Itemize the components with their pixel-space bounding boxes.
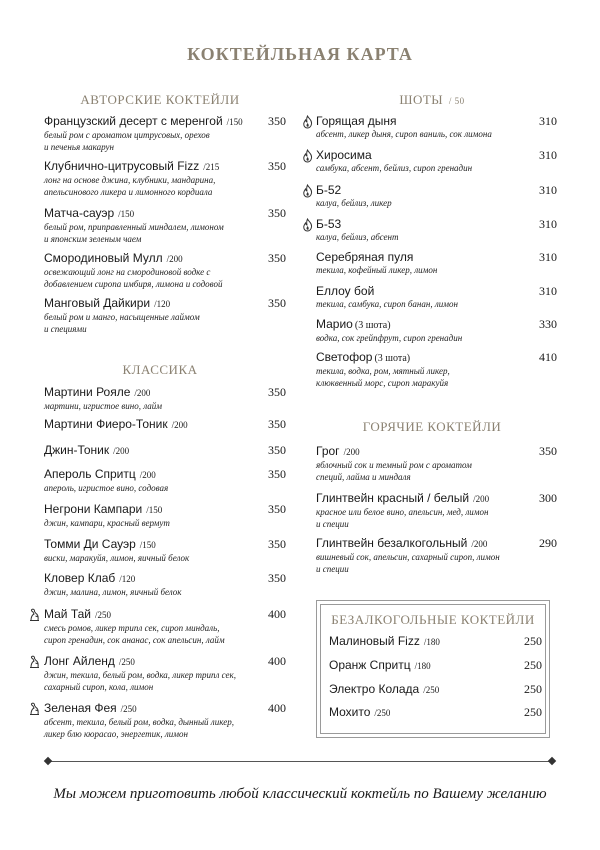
author-item-name: Смородиновый Мулл — [44, 251, 163, 265]
author-item — [44, 296, 286, 335]
nonalcoholic-heading: БЕЗАЛКОГОЛЬНЫЕ КОКТЕЙЛИ — [331, 612, 535, 627]
shot-item-name-row — [316, 114, 557, 129]
classic-item-name-row — [44, 502, 286, 518]
author-item-description: добавлением сиропа имбиря, лимона и содовой — [44, 278, 223, 289]
author-item-price: 350 — [268, 159, 286, 173]
classic-item-name-row — [44, 537, 286, 553]
classic-item — [44, 654, 286, 693]
author-item-name-row — [44, 159, 286, 175]
classic-item — [44, 502, 286, 530]
classic-item-volume: /200 — [171, 420, 188, 430]
classic-item-name: Зеленая Фея — [44, 701, 117, 715]
shot-item-name-row — [316, 350, 557, 366]
hot-item-name: Глинтвейн безалкогольный — [316, 536, 468, 550]
shot-item-description: клюквенный морс, сироп маракуйя — [316, 377, 449, 388]
author-item-description: белый ром и манго, насыщенные лаймом — [44, 312, 200, 322]
classic-item-name-row — [44, 417, 286, 433]
flame-icon — [302, 183, 313, 197]
hot-heading: ГОРЯЧИЕ КОКТЕЙЛИ — [362, 419, 502, 434]
shot-item-name-row — [316, 217, 557, 232]
classic-item-description: виски, маракуйя, лимон, яичный белок — [44, 553, 190, 563]
classic-item-name-row — [44, 701, 286, 717]
nonalcoholic-item-volume: /250 — [423, 685, 440, 695]
hot-item-name: Глинтвейн красный / белый — [316, 491, 470, 505]
hot-item-description: яблочный сок и темный ром с ароматом — [316, 460, 472, 470]
shot-item-name-row — [316, 284, 557, 299]
shot-item — [316, 183, 557, 210]
classic-item-description: абсент, текила, белый ром, водка, дынный ликер, — [44, 717, 234, 727]
shot-item-description: текила, самбука, сироп банан, лимон — [316, 299, 458, 309]
shot-item-description: абсент, ликер дыня, сироп ваниль, сок лимона — [316, 129, 492, 139]
shot-item-price: 310 — [539, 284, 557, 298]
hot-item-price: 350 — [539, 444, 557, 458]
author-item-name-row — [44, 206, 286, 222]
author-item-description: белый ром, приправленный миндалем, лимоном — [44, 222, 224, 232]
dragon-icon — [28, 654, 39, 668]
footer-divider — [48, 761, 552, 762]
author-item-name: Матча-сауэр — [44, 206, 115, 220]
shot-item-price: 330 — [539, 317, 557, 331]
classic-item-price: 400 — [268, 701, 286, 715]
classic-item-description: смесь ромов, ликер трипл сек, сироп миндаль, — [44, 623, 220, 633]
hot-item-volume: /200 — [473, 494, 490, 504]
flame-icon — [302, 148, 313, 162]
shot-item-name-row — [316, 317, 557, 333]
classic-heading: КЛАССИКА — [122, 362, 198, 377]
classic-item — [44, 443, 286, 459]
shot-item-description: водка, сок грейпфрут, сироп гренадин — [316, 333, 463, 343]
hot-item-description: и специи — [316, 518, 349, 529]
hot-item-description: специй, лайма и миндаля — [316, 471, 411, 482]
shot-item-description: калуа, бейлиз, ликер — [316, 198, 392, 208]
hot-item-price: 300 — [539, 491, 557, 505]
flame-icon — [302, 217, 313, 231]
shots-heading — [316, 92, 548, 108]
author-item — [44, 159, 286, 198]
classic-item — [44, 701, 286, 740]
classic-item-name: Негрони Кампари — [44, 502, 143, 516]
classic-item-volume: /200 — [113, 446, 130, 456]
classic-item-volume: /250 — [118, 657, 135, 667]
classic-item-price: 350 — [268, 417, 286, 431]
shot-item-description: самбука, абсент, бейлиз, сироп гренадин — [316, 163, 473, 173]
shot-item — [316, 250, 557, 277]
hot-item — [316, 444, 557, 483]
shot-item-name: Б-52 — [316, 183, 342, 197]
classic-item — [44, 537, 286, 565]
classic-item-price: 400 — [268, 607, 286, 621]
author-item-volume: /215 — [203, 162, 220, 172]
author-item — [44, 251, 286, 290]
classic-item-price: 350 — [268, 385, 286, 399]
classic-item-volume: /150 — [139, 540, 156, 550]
classic-item-price: 350 — [268, 571, 286, 585]
hot-item-volume: /200 — [343, 447, 360, 457]
classic-item-description: джин, текила, белый ром, водка, ликер трипл сек, — [44, 670, 236, 680]
classic-item — [44, 467, 286, 495]
classic-item-description: апероль, игристое вино, содовая — [44, 483, 169, 493]
shot-item-price: 410 — [539, 350, 557, 364]
author-item-name: Французский десерт с меренгой — [44, 114, 223, 128]
classic-item-price: 350 — [268, 443, 286, 457]
author-item-name: Клубнично-цитрусовый Fizz — [44, 159, 200, 173]
shot-item-name: Светофор — [316, 350, 373, 364]
shot-item-name: Серебряная пуля — [316, 250, 414, 264]
hot-item-volume: /200 — [471, 539, 488, 549]
classic-item-price: 400 — [268, 654, 286, 668]
author-item-name-row — [44, 114, 286, 130]
classic-item-price: 350 — [268, 467, 286, 481]
nonalcoholic-item-name: Малиновый Fizz — [329, 634, 420, 648]
hot-item-name: Грог — [316, 444, 340, 458]
shot-item-name: Еллоу бой — [316, 284, 375, 298]
shot-item-price: 310 — [539, 183, 557, 197]
author-item-price: 350 — [268, 296, 286, 310]
nonalcoholic-item-name-row — [329, 705, 542, 721]
hot-item-description: и специи — [316, 563, 349, 574]
hot-item-price: 290 — [539, 536, 557, 550]
shot-item-price: 310 — [539, 114, 557, 128]
classic-item-name: Лонг Айленд — [44, 654, 115, 668]
author-item-volume: /150 — [118, 209, 135, 219]
classic-item-name: Апероль Спритц — [44, 467, 136, 481]
classic-item — [44, 385, 286, 413]
classic-item-price: 350 — [268, 537, 286, 551]
dragon-icon — [28, 607, 39, 621]
author-item-volume: /150 — [226, 117, 243, 127]
classic-item-name: Мартини Рояле — [44, 385, 131, 399]
author-item-description: и специями — [44, 323, 87, 334]
classic-item-name-row — [44, 654, 286, 670]
author-item-volume: /120 — [154, 299, 171, 309]
classic-item-description: ликер блю кюрасао, энергетик, лимон — [44, 728, 188, 739]
classic-item-name-row — [44, 443, 286, 459]
shot-item-name-row — [316, 183, 557, 198]
nonalcoholic-item-price: 250 — [524, 705, 542, 719]
nonalcoholic-item — [329, 682, 542, 698]
shot-item-price: 310 — [539, 250, 557, 264]
shot-item-volume: (3 шота) — [354, 320, 391, 331]
shot-item — [316, 217, 557, 244]
nonalcoholic-item-name-row — [329, 634, 542, 650]
hot-item-description: красное или белое вино, апельсин, мед, лимон — [316, 507, 489, 517]
shots-heading-volume: / 50 — [448, 96, 465, 106]
author-item-description: и японским зеленым чаем — [44, 233, 142, 244]
shot-item-name-row — [316, 148, 557, 163]
classic-item-name-row — [44, 467, 286, 483]
nonalcoholic-item-price: 250 — [524, 658, 542, 672]
author-item-name: Манговый Дайкири — [44, 296, 151, 310]
classic-item — [44, 607, 286, 646]
footer-note: Мы можем приготовить любой классический коктейль по Вашему желанию — [53, 786, 547, 802]
shot-item-description: текила, кофейный ликер, лимон — [316, 265, 438, 275]
author-item-price: 350 — [268, 114, 286, 128]
shot-item-name-row — [316, 250, 557, 265]
shot-item-description: текила, водка, ром, мятный ликер, — [316, 366, 450, 376]
nonalcoholic-item — [329, 658, 542, 674]
nonalcoholic-item — [329, 705, 542, 721]
nonalcoholic-item-name-row — [329, 658, 542, 674]
author-item-name-row — [44, 296, 286, 312]
author-item-description: и печенья макарун — [44, 141, 114, 152]
classic-item-description: сироп гренадин, сок ананас, сок апельсин, лайм — [44, 634, 225, 645]
classic-item — [44, 417, 286, 433]
classic-item-name: Май Тай — [44, 607, 92, 621]
classic-item-name-row — [44, 571, 286, 587]
author-item-description: апельсинового ликера и лимонного кордиала — [44, 186, 213, 197]
nonalcoholic-item — [329, 634, 542, 650]
shot-item-volume: (3 шота) — [374, 353, 411, 364]
classic-item-volume: /200 — [139, 470, 156, 480]
shot-item-name: Марио — [316, 317, 353, 331]
classic-item-name: Джин-Тоник — [44, 443, 110, 457]
shots-heading-label: ШОТЫ — [399, 92, 444, 107]
classic-item-volume: /250 — [120, 704, 137, 714]
hot-item — [316, 491, 557, 530]
hot-item-name-row — [316, 536, 557, 552]
author-item-volume: /200 — [166, 254, 183, 264]
classic-item-name: Кловер Клаб — [44, 571, 116, 585]
shot-item-name: Б-53 — [316, 217, 342, 231]
classic-item-volume: /150 — [146, 505, 163, 515]
shot-item — [316, 284, 557, 311]
nonalcoholic-item-name-row — [329, 682, 542, 698]
classic-item-name-row — [44, 385, 286, 401]
classic-item-name-row — [44, 607, 286, 623]
classic-item-volume: /200 — [134, 388, 151, 398]
hot-item-name-row — [316, 491, 557, 507]
dragon-icon — [28, 701, 39, 715]
nonalcoholic-item-name: Электро Колада — [329, 682, 420, 696]
nonalcoholic-item-volume: /250 — [374, 708, 391, 718]
classic-item-name: Томми Ди Сауэр — [44, 537, 136, 551]
nonalcoholic-item-name: Мохито — [329, 705, 371, 719]
classic-item-description: джин, малина, лимон, яичный белок — [44, 587, 182, 597]
classic-item-description: джин, кампари, красный вермут — [44, 518, 170, 528]
shot-item — [316, 350, 557, 389]
classic-item-volume: /120 — [119, 574, 136, 584]
shot-item-price: 310 — [539, 148, 557, 162]
shot-item-name: Горящая дыня — [316, 114, 397, 128]
author-item — [44, 114, 286, 153]
flame-icon — [302, 114, 313, 128]
shot-item-description: калуа, бейлиз, абсент — [316, 232, 399, 242]
divider-diamond-right — [548, 757, 556, 765]
author-item-description: лонг на основе джина, клубники, мандарина, — [44, 175, 216, 185]
classic-item-volume: /250 — [95, 610, 112, 620]
shot-item — [316, 148, 557, 175]
classic-item-name: Мартини Фиеро-Тоник — [44, 417, 168, 431]
menu-title: КОКТЕЙЛЬНАЯ КАРТА — [187, 44, 413, 64]
hot-item-description: вишневый сок, апельсин, сахарный сироп, лимон — [316, 552, 500, 562]
shot-item-name: Хиросима — [316, 148, 372, 162]
classic-item-description: сахарный сироп, кола, лимон — [44, 681, 154, 692]
nonalcoholic-item-volume: /180 — [423, 637, 440, 647]
nonalcoholic-item-price: 250 — [524, 682, 542, 696]
nonalcoholic-item-name: Оранж Спритц — [329, 658, 411, 672]
author-item-name-row — [44, 251, 286, 267]
author-item — [44, 206, 286, 245]
nonalcoholic-item-volume: /180 — [414, 661, 431, 671]
shot-item — [316, 114, 557, 141]
author-item-price: 350 — [268, 251, 286, 265]
nonalcoholic-item-price: 250 — [524, 634, 542, 648]
classic-item-price: 350 — [268, 502, 286, 516]
classic-item-description: мартини, игристое вино, лайм — [44, 401, 162, 411]
author-item-description: освежающий лонг на смородиновой водке с — [44, 267, 211, 277]
hot-item-name-row — [316, 444, 557, 460]
author-item-description: белый ром с ароматом цитрусовых, орехов — [44, 130, 210, 140]
divider-diamond-left — [44, 757, 52, 765]
hot-item — [316, 536, 557, 575]
classic-item — [44, 571, 286, 599]
author-heading: АВТОРСКИЕ КОКТЕЙЛИ — [80, 92, 240, 107]
author-item-price: 350 — [268, 206, 286, 220]
shot-item — [316, 317, 557, 345]
shot-item-price: 310 — [539, 217, 557, 231]
